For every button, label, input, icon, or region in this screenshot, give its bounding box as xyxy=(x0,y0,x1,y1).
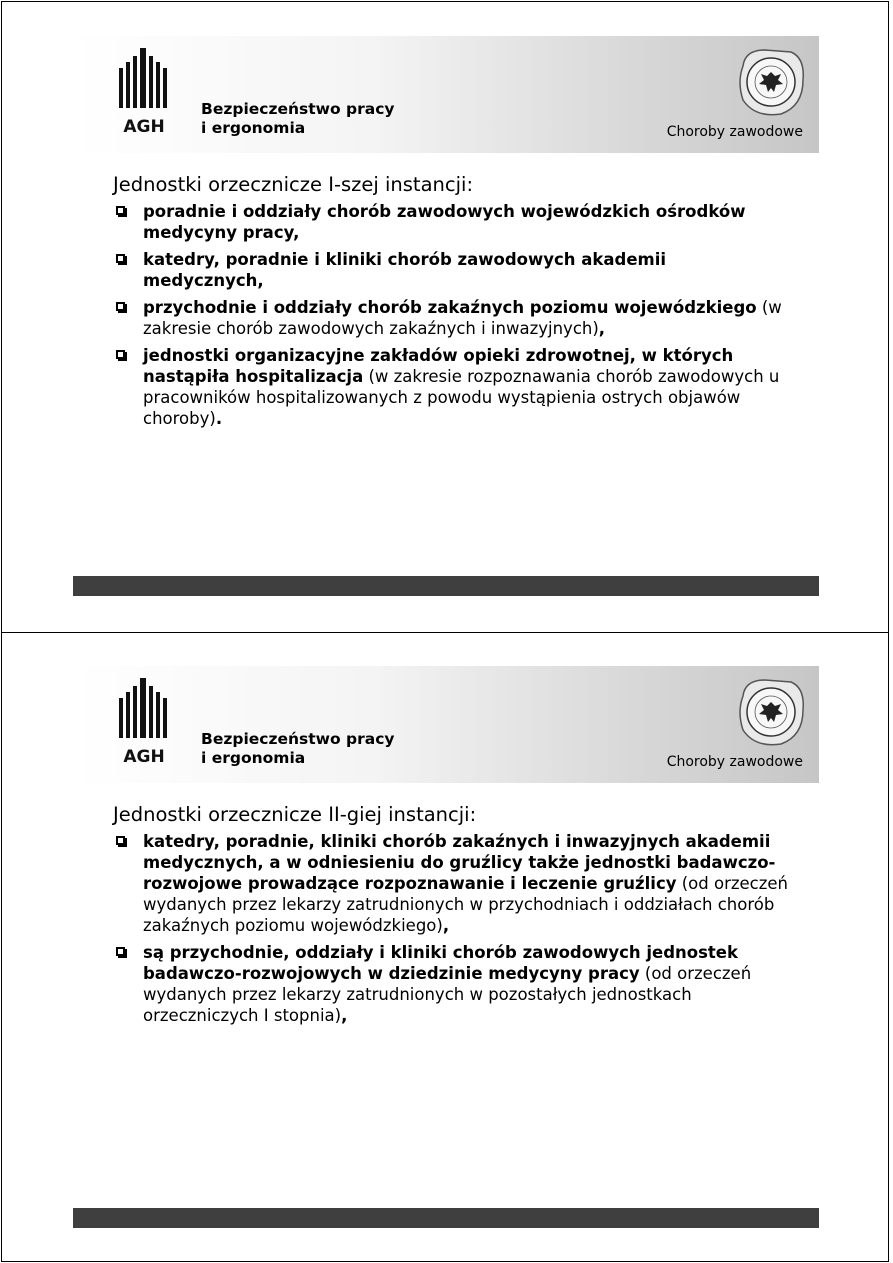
slide-heading: Jednostki orzecznicze I-szej instancji: xyxy=(113,173,474,196)
course-title xyxy=(201,100,395,138)
list-item: przychodnie i oddziały chorób zakaźnych poziomu wojewódzkiego (w zakresie chorób zawodowych zakaźnych i inwazyjnych), xyxy=(73,297,819,339)
list-item: katedry, poradnie, kliniki chorób zakaźnych i inwazyjnych akademii medycznych, a w odniesieniu do gruźlicy także jednostki badawczo-rozwojowe prowadzące rozpoznawanie i leczenie gruźlicy (od orzeczeń wydanych przez lekarzy zatrudnionych w przychodniach i oddziałach chorób zakaźnych poziomu wojewódzkiego), xyxy=(73,831,819,936)
slide-header xyxy=(73,36,819,153)
agh-logo-icon xyxy=(115,678,173,766)
faculty-seal-icon xyxy=(735,46,807,118)
slide-1 xyxy=(73,36,819,435)
list-item: są przychodnie, oddziały i kliniki chorób zawodowych jednostek badawczo-rozwojowych w dziedzinie medycyny pracy (od orzeczeń wydanych przez lekarzy zatrudnionych w pozostałych jednostkach orzeczniczych I stopnia), xyxy=(73,942,819,1026)
course-title-line2: i ergonomia xyxy=(201,749,306,767)
checkbox-bullet-icon xyxy=(116,836,125,845)
course-title-line2: i ergonomia xyxy=(201,119,306,137)
checkbox-bullet-icon xyxy=(116,947,125,956)
checkbox-bullet-icon xyxy=(116,206,125,215)
agh-logo-icon xyxy=(115,48,173,136)
course-title-line1: Bezpieczeństwo pracy xyxy=(201,100,395,118)
list-item: jednostki organizacyjne zakładów opieki zdrowotnej, w których nastąpiła hospitalizacja (w zakresie rozpoznawania chorób zawodowych u pracowników hospitalizowanych z powodu wystąpienia ostrych objawów choroby). xyxy=(73,345,819,429)
checkbox-bullet-icon xyxy=(116,254,125,263)
list-item: poradnie i oddziały chorób zawodowych wojewódzkich ośrodków medycyny pracy, xyxy=(73,201,819,243)
list-item: katedry, poradnie i kliniki chorób zawodowych akademii medycznych, xyxy=(73,249,819,291)
slide-footer-bar xyxy=(73,576,819,596)
slide-footer-bar xyxy=(73,1208,819,1228)
bullet-list xyxy=(73,831,819,1026)
topic-label: Choroby zawodowe xyxy=(666,124,803,140)
checkbox-bullet-icon xyxy=(116,350,125,359)
faculty-seal-icon xyxy=(735,676,807,748)
topic-label: Choroby zawodowe xyxy=(666,754,803,770)
agh-logo-text: AGH xyxy=(123,747,165,766)
course-title xyxy=(201,730,395,768)
course-title-line1: Bezpieczeństwo pracy xyxy=(201,730,395,748)
slide-header xyxy=(73,666,819,783)
checkbox-bullet-icon xyxy=(116,302,125,311)
slide-2 xyxy=(73,666,819,1032)
slide-heading: Jednostki orzecznicze II-giej instancji: xyxy=(113,803,477,826)
agh-logo-text: AGH xyxy=(123,117,165,136)
bullet-list xyxy=(73,201,819,429)
